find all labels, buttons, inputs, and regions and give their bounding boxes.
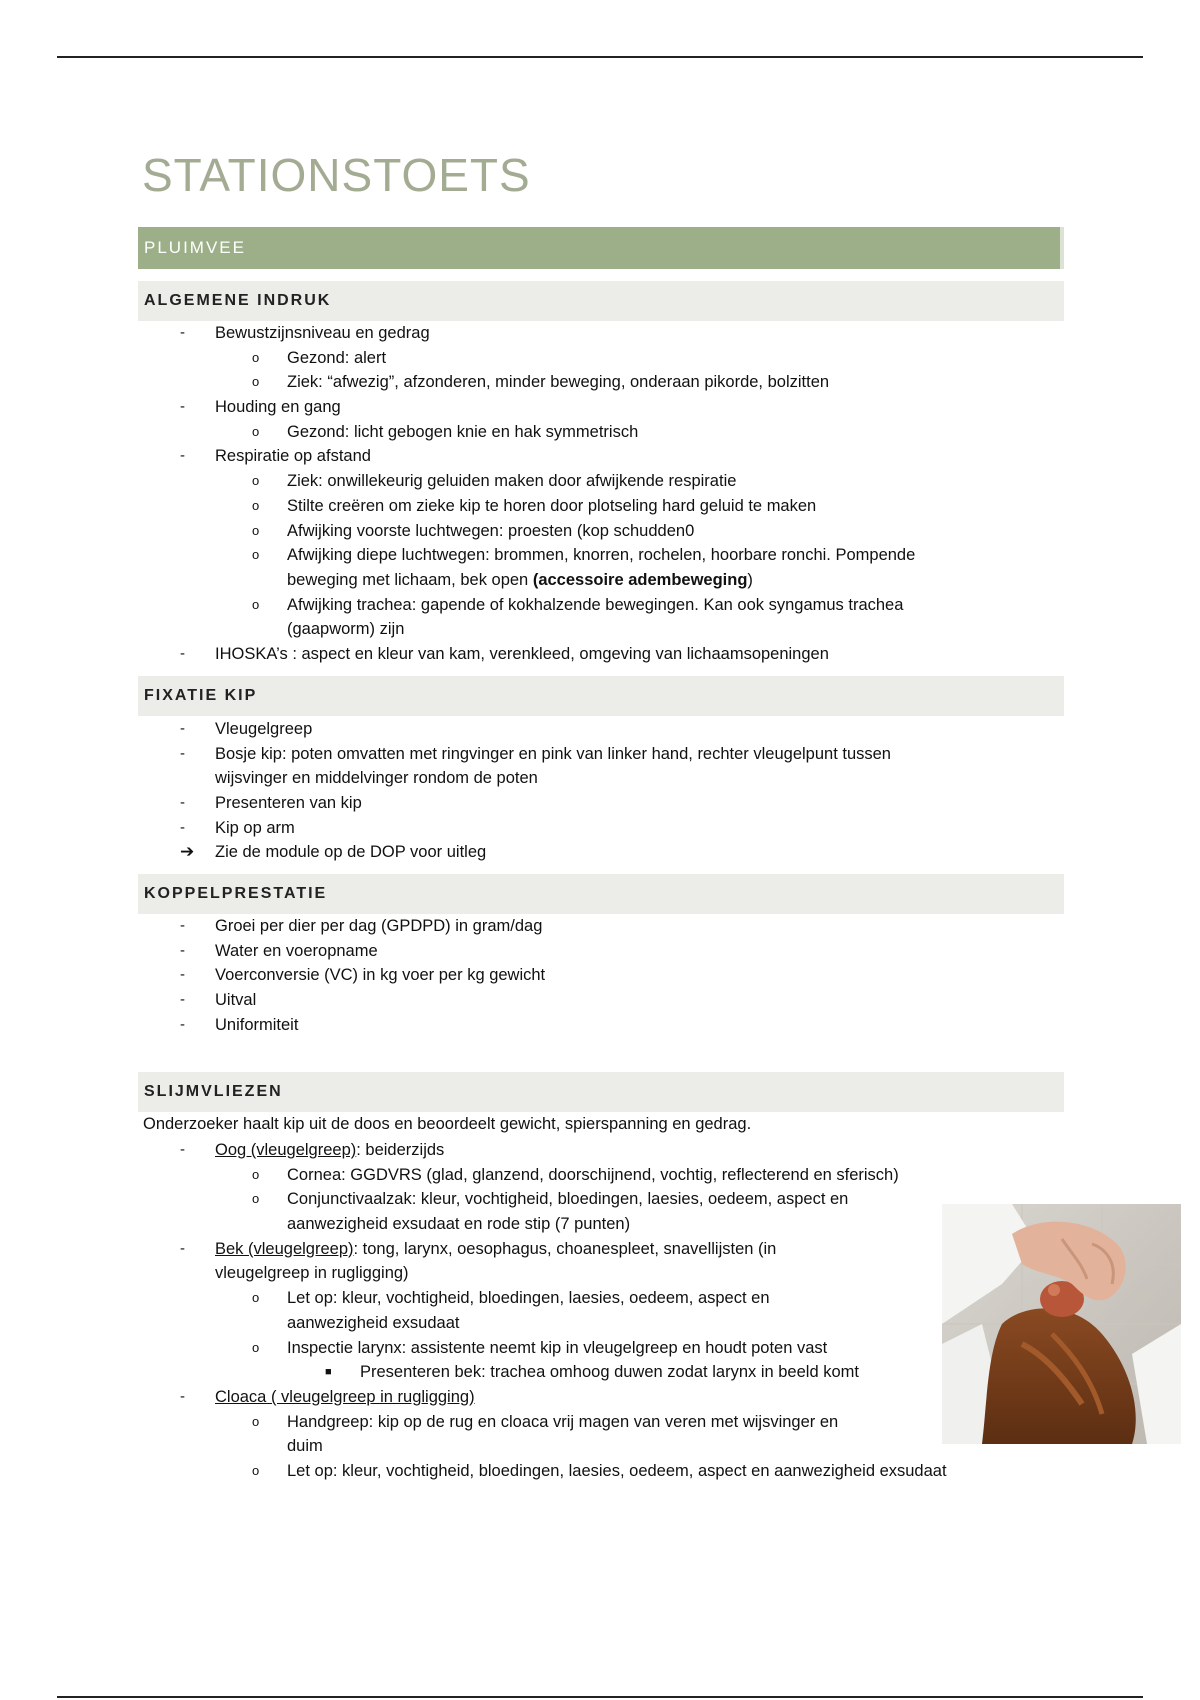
dash-bullet-icon: - [180,1015,185,1033]
list-item-continued: duim [287,1437,323,1456]
circle-bullet-icon: o [252,1462,260,1478]
section-heading-pluimvee: PLUIMVEE [138,227,1064,269]
list-item: - Respiratie op afstand [138,444,1068,469]
list-fixatie-kip [138,717,1068,865]
list-item-continued: beweging met lichaam, bek open (accessoire adembeweging) [287,570,753,589]
dash-bullet-icon: - [180,1387,185,1405]
dash-bullet-icon: - [180,794,185,812]
dash-bullet-icon: - [180,447,185,465]
list-item: - Uitval [138,988,1068,1013]
dash-bullet-icon: - [180,941,185,959]
list-item: o Conjunctivaalzak: kleur, vochtigheid, bloedingen, laesies, oedeem, aspect en [138,1187,1068,1212]
circle-bullet-icon: o [252,547,260,563]
dash-bullet-icon: - [180,917,185,934]
list-item-continued: aanwezigheid exsudaat [287,1313,460,1332]
list-item: o Afwijking voorste luchtwegen: proesten (kop schudden0 [138,519,1068,544]
list-item: o Cornea: GGDVRS (glad, glanzend, doorschijnend, vochtig, reflecterend en sferisch) [138,1163,1068,1188]
list-item: - Bosje kip: poten omvatten met ringvinger en pink van linker hand, rechter vleugelpunt tussen [138,742,1068,767]
dash-bullet-icon: - [180,398,185,416]
chicken-photo [942,1204,1181,1444]
circle-bullet-icon: o [252,423,260,439]
list-item: - Water en voeropname [138,939,1068,964]
document-title: STATIONSTOETS [142,149,531,201]
circle-bullet-icon: o [252,349,260,365]
arrow-right-icon: ➔ [180,842,195,862]
list-item: o Afwijking diepe luchtwegen: brommen, knorren, rochelen, hoorbare ronchi. Pompende [138,543,1068,568]
header-rule [57,56,1143,58]
list-item: o Gezond: alert [138,346,1068,371]
circle-bullet-icon: o [252,522,260,538]
list-item: o Let op: kleur, vochtigheid, bloedingen, laesies, oedeem, aspect en [138,1286,1068,1311]
list-item: - Vleugelgreep [138,717,1068,742]
list-item: o Ziek: “afwezig”, afzonderen, minder beweging, onderaan pikorde, bolzitten [138,370,1068,395]
dash-bullet-icon: - [180,744,185,762]
list-item: - Uniformiteit [138,1013,1068,1038]
intro-paragraph: Onderzoeker haalt kip uit de doos en beoordeelt gewicht, spierspanning en gedrag. [143,1115,752,1133]
footer-rule [57,1696,1143,1698]
subheading-fixatie-kip: FIXATIE KIP [138,676,1064,716]
list-item-continued: wijsvinger en middelvinger rondom de poten [215,769,538,788]
list-item-continued: vleugelgreep in rugligging) [215,1264,409,1283]
dash-bullet-icon: - [180,720,185,737]
list-koppelprestatie [138,914,1068,1037]
dash-bullet-icon: - [180,1239,185,1257]
circle-bullet-icon: o [252,1166,260,1182]
dash-bullet-icon: - [180,818,185,836]
dash-bullet-icon: - [180,991,185,1009]
list-item: - Groei per dier per dag (GPDPD) in gram/dag [138,914,1068,939]
subheading-slijmvliezen: SLIJMVLIEZEN [138,1072,1064,1112]
circle-bullet-icon: o [252,1339,260,1355]
circle-bullet-icon: o [252,1413,260,1429]
list-item: ■ Presenteren bek: trachea omhoog duwen zodat larynx in beeld komt [138,1360,1068,1385]
list-item: o Stilte creëren om zieke kip te horen door plotseling hard geluid te maken [138,494,1068,519]
list-item-continued: (gaapworm) zijn [287,620,405,639]
circle-bullet-icon: o [252,473,260,489]
list-item: - Bewustzijnsniveau en gedrag [138,321,1068,346]
dash-bullet-icon: - [180,324,185,341]
list-item-continued: aanwezigheid exsudaat en rode stip (7 punten) [287,1215,631,1234]
list-item: o Let op: kleur, vochtigheid, bloedingen, laesies, oedeem, aspect en aanwezigheid exsudaat [138,1459,1068,1484]
list-item: - Houding en gang [138,395,1068,420]
list-slijmvliezen [138,1138,1068,1484]
list-item: o Handgreep: kip op de rug en cloaca vrij magen van veren met wijsvinger en [138,1410,1068,1435]
list-item: ➔ Zie de module op de DOP voor uitleg [138,840,1068,865]
list-item: o Afwijking trachea: gapende of kokhalzende bewegingen. Kan ook syngamus trachea [138,593,1068,618]
dash-bullet-icon: - [180,966,185,984]
subheading-algemene-indruk: ALGEMENE INDRUK [138,281,1064,321]
circle-bullet-icon: o [252,374,260,390]
list-item: o Gezond: licht gebogen knie en hak symmetrisch [138,420,1068,445]
subheading-koppelprestatie: KOPPELPRESTATIE [138,874,1064,914]
circle-bullet-icon: o [252,1290,260,1306]
circle-bullet-icon: o [252,596,260,612]
dash-bullet-icon: - [180,1141,185,1158]
list-item: - IHOSKA’s : aspect en kleur van kam, verenkleed, omgeving van lichaamsopeningen [138,642,1068,667]
circle-bullet-icon: o [252,497,260,513]
list-item: - Cloaca ( vleugelgreep in rugligging) [138,1385,1068,1410]
list-item: o Ziek: onwillekeurig geluiden maken door afwijkende respiratie [138,469,1068,494]
list-item: - Oog (vleugelgreep): beiderzijds [138,1138,1068,1163]
list-item: o Inspectie larynx: assistente neemt kip in vleugelgreep en houdt poten vast [138,1336,1068,1361]
list-item: - Voerconversie (VC) in kg voer per kg gewicht [138,963,1068,988]
list-item: - Bek (vleugelgreep): tong, larynx, oesophagus, choanespleet, snavellijsten (in [138,1237,1068,1262]
list-item: - Presenteren van kip [138,791,1068,816]
dash-bullet-icon: - [180,644,185,662]
list-algemene-indruk [138,321,1068,667]
circle-bullet-icon: o [252,1191,260,1207]
list-item: - Kip op arm [138,816,1068,841]
square-bullet-icon: ■ [325,1366,332,1379]
